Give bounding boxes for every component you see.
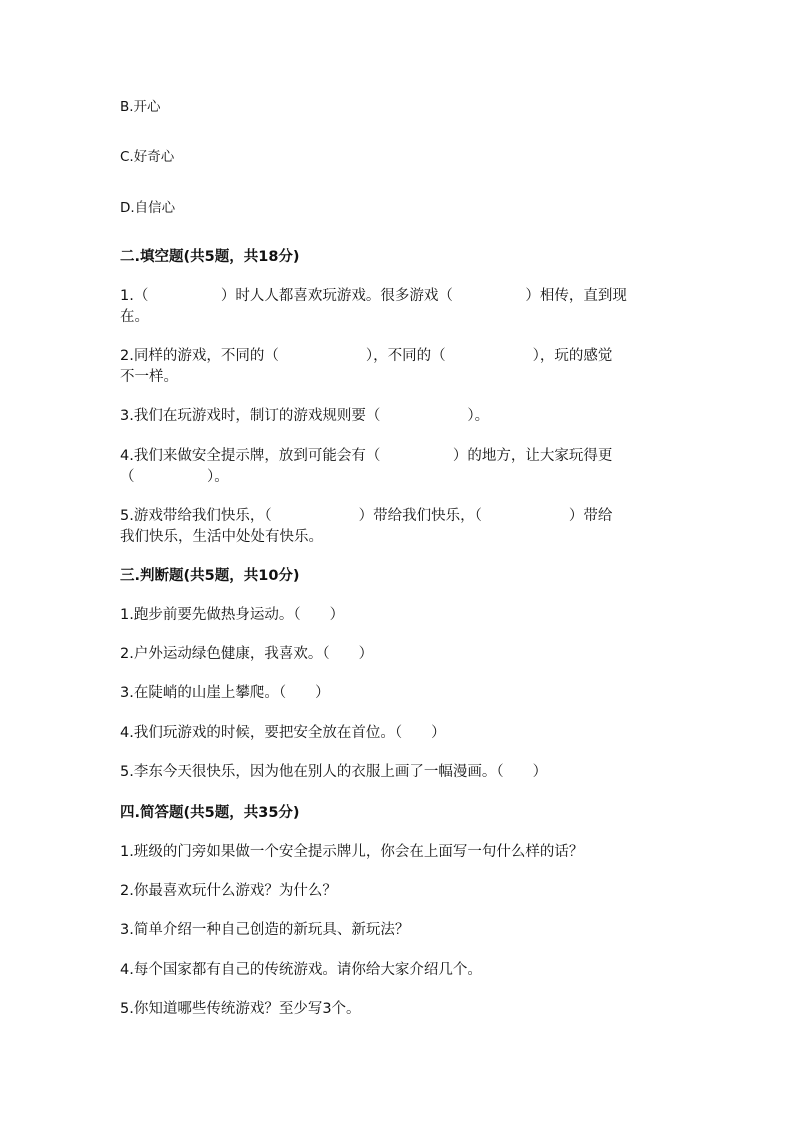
question-line: 5.李东今天很快乐，因为他在别人的衣服上画了一幅漫画。（ ） xyxy=(120,764,548,780)
question-line: 5.你知道哪些传统游戏？至少写3个。 xyxy=(120,1001,361,1017)
question-line: 4.每个国家都有自己的传统游戏。请你给大家介绍几个。 xyxy=(120,962,482,978)
question-line: 2.你最喜欢玩什么游戏？为什么？ xyxy=(120,883,337,899)
option-b: B.开心 xyxy=(120,99,161,115)
question-line: 在。 xyxy=(120,309,149,325)
question-line: 1.（ ）时人人都喜欢玩游戏。很多游戏（ ）相传，直到现 xyxy=(120,288,627,304)
question-line: 1.班级的门旁如果做一个安全提示牌儿，你会在上面写一句什么样的话？ xyxy=(120,844,584,860)
question-line: 5.游戏带给我们快乐，（ ）带给我们快乐，（ ）带给 xyxy=(120,508,613,524)
option-c: C.好奇心 xyxy=(120,149,175,165)
question-line: 3.我们在玩游戏时，制订的游戏规则要（ ）。 xyxy=(120,408,490,424)
section-title-true-false: 三.判断题(共5题，共10分) xyxy=(120,568,300,584)
question-line: 1.跑步前要先做热身运动。（ ） xyxy=(120,607,345,623)
question-line: 2.户外运动绿色健康，我喜欢。（ ） xyxy=(120,646,374,662)
section-title-short-answer: 四.简答题(共5题，共35分) xyxy=(120,805,300,821)
question-line: 4.我们玩游戏的时候，要把安全放在首位。（ ） xyxy=(120,725,446,741)
option-d: D.自信心 xyxy=(120,200,176,216)
section-title-fill-blank: 二.填空题(共5题，共18分) xyxy=(120,249,300,265)
question-line: 3.在陡峭的山崖上攀爬。（ ） xyxy=(120,685,330,701)
question-line: 4.我们来做安全提示牌，放到可能会有（ ）的地方，让大家玩得更 xyxy=(120,448,613,464)
question-line: 3.简单介绍一种自己创造的新玩具、新玩法？ xyxy=(120,922,410,938)
question-line: 不一样。 xyxy=(120,369,178,385)
question-line: 我们快乐，生活中处处有快乐。 xyxy=(120,529,323,545)
question-line: 2.同样的游戏，不同的（ ），不同的（ ），玩的感觉 xyxy=(120,348,613,364)
question-line: （ ）。 xyxy=(120,469,229,485)
